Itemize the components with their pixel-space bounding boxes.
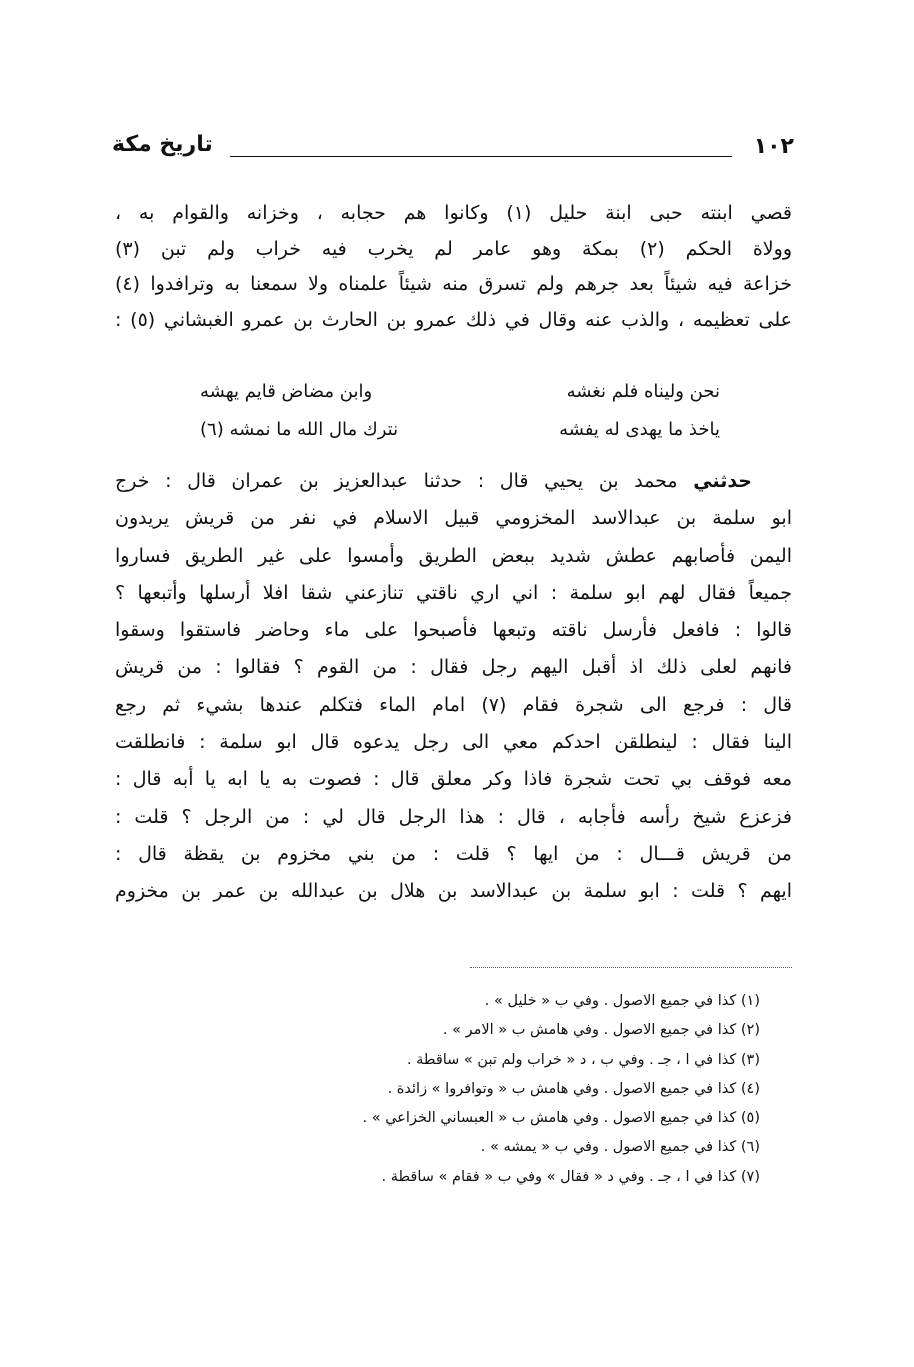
text-line: على تعظيمه ، والذب عنه وقال في ذلك عمرو بن الحارث بن عمرو الغبشاني (٥) : (115, 308, 792, 331)
footnote: (٤) كذا في جميع الاصول . وفي هامش ب « وتوافروا » زائدة . (387, 1080, 760, 1097)
footnote: (١) كذا في جميع الاصول . وفي ب « خليل » . (484, 993, 760, 1009)
verse-hemistich-second: نترك مال الله ما نمشه (٦) (200, 419, 399, 440)
footnote: (٢) كذا في جميع الاصول . وفي هامش ب « الامر » . (442, 1022, 760, 1039)
footnotes (300, 987, 760, 1192)
verse-hemistich-first: ياخذ ما يهدى له يفشه (559, 419, 720, 440)
text-line: الينا فقال : لينطلقن احدكم معي الى رجل يدعوه قال ابو سلمة : فانطلقت (115, 731, 792, 754)
text-span: محمد بن يحيي قال : حدثنا عبدالعزيز بن عمران قال : خرج (115, 470, 694, 492)
verse-hemistich-second: وابن مضاض قايم يهشه (200, 381, 373, 402)
text-line: ايهم ؟ قلت : ابو سلمة بن عبدالاسد بن هلال بن عبدالله بن عمر بن مخزوم (115, 880, 792, 903)
text-line: جميعاً فقال لهم ابو سلمة : اني اري ناقتي تنازعني شقا افلا أرسلها وأتبعها ؟ (115, 581, 792, 604)
text-line: فانهم لعلى ذلك اذ أقبل اليهم رجل فقال : من القوم ؟ فقالوا : من قريش (115, 656, 792, 679)
page-number: ١٠٢ (753, 134, 794, 159)
text-line: معه فوقف بي تحت شجرة فاذا وكر معلق قال : فصوت به يا ابه يا أبه قال : (115, 768, 792, 791)
footnote: (٣) كذا في ا ، جـ . وفي ب ، د « خراب ولم تبن » ساقطة . (406, 1051, 760, 1068)
text-line: ابو سلمة بن عبدالاسد المخزومي قبيل الاسلام في نفر من قريش يريدون (115, 507, 792, 530)
footnote: (٦) كذا في جميع الاصول . وفي ب « يمشه » . (480, 1139, 760, 1156)
text-line: خزاعة فيه شيئاً بعد جرهم ولم تسرق منه شيئاً علمناه ولا سمعنا به وترافدوا (٤) (115, 273, 792, 295)
running-title: تاريخ مكة (112, 132, 213, 157)
paragraph-1 (115, 196, 792, 338)
verse-line (200, 411, 720, 449)
page-header (112, 132, 794, 168)
text-line: فزعزع شيخ رأسه فأجابه ، قال : هذا الرجل قال لي : من الرجل ؟ قلت : (115, 805, 792, 828)
poem-verses (200, 373, 720, 449)
text-line (115, 463, 792, 500)
footnote: (٥) كذا في جميع الاصول . وفي هامش ب « العبساني الخزاعي » . (362, 1110, 760, 1127)
text-line: قال : فرجع الى شجرة فقام (٧) امام الماء فتكلم عندها بشيء ثم رجع (115, 693, 792, 716)
text-line: اليمن فأصابهم عطش شديد ببعض الطريق وأمسوا على غير الطريق فساروا (115, 544, 792, 567)
verse-line (200, 373, 720, 411)
paragraph-2 (115, 463, 792, 911)
text-line: من قريش قـــال : من ايها ؟ قلت : من بني مخزوم بن يقظة قال : (115, 842, 792, 865)
footnote-separator (470, 967, 792, 968)
footnote: (٧) كذا في ا ، جـ . وفي د « فقال » وفي ب « فقام » ساقطة . (381, 1168, 760, 1185)
verse-hemistich-first: نحن وليناه فلم نغشه (566, 381, 720, 402)
header-rule (230, 156, 732, 157)
text-line: وولاة الحكم (٢) بمكة وهو عامر لم يخرب فيه خراب ولم تبن (٣) (115, 237, 792, 260)
text-line: قالوا : فافعل فأرسل ناقته وتبعها فأصبحوا على ماء وحاضر فاستقوا وسقوا (115, 619, 792, 642)
text-line: قصي ابنته حبى ابنة حليل (١) وكانوا هم حجابه ، وخزانه والقوام به ، (115, 202, 792, 224)
lead-word: حدثني (693, 470, 752, 492)
